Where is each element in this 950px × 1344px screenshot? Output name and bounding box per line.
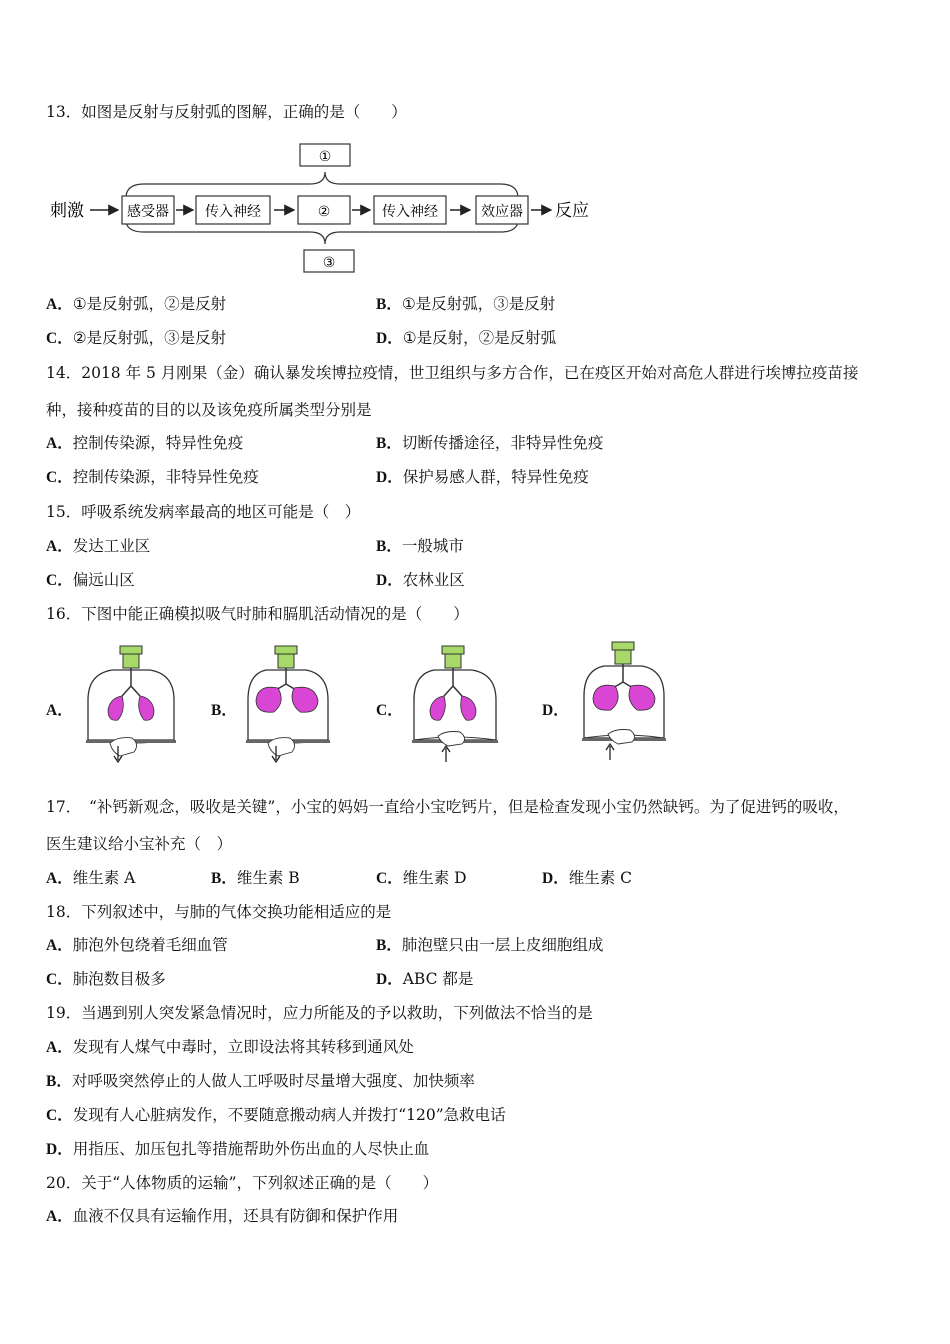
question-13-stem: 13．如图是反射与反射弧的图解，正确的是（ ） <box>46 103 407 121</box>
bell-jar-figure-a <box>84 640 180 768</box>
hand-icon <box>438 732 465 747</box>
left-lung-icon <box>430 696 445 720</box>
diagram-receptor-label: 感受器 <box>127 204 169 220</box>
q19-option-b[interactable]: B．对呼吸突然停止的人做人工呼吸时尽量增大强度、加快频率 <box>46 1072 475 1090</box>
diagram-afferent-label: 传入神经 <box>205 204 261 220</box>
left-lung-icon <box>256 687 281 712</box>
q17-option-c[interactable]: C．维生素 D <box>376 869 467 887</box>
diagram-top-label: ① <box>318 149 332 165</box>
bell-jar-figure-d <box>580 636 676 768</box>
q18-option-c[interactable]: C．肺泡数目极多 <box>46 970 166 988</box>
q14-option-c[interactable]: C．控制传染源，非特异性免疫 <box>46 468 259 486</box>
bell-jar-figure-c <box>412 640 508 768</box>
q18-option-b[interactable]: B．肺泡壁只由一层上皮细胞组成 <box>376 936 604 954</box>
q15-option-a[interactable]: A．发达工业区 <box>46 537 151 555</box>
q18-option-a[interactable]: A．肺泡外包绕着毛细血管 <box>46 936 228 954</box>
q14-option-a[interactable]: A．控制传染源，特异性免疫 <box>46 434 244 452</box>
q18-option-d[interactable]: D．ABC 都是 <box>376 970 474 988</box>
diagram-center-label: ② <box>317 204 331 220</box>
question-15-stem: 15．呼吸系统发病率最高的地区可能是（ ） <box>46 503 361 521</box>
q15-option-c[interactable]: C．偏远山区 <box>46 571 135 589</box>
diagram-top-brace <box>126 172 518 198</box>
q13-option-a[interactable]: A．①是反射弧，②是反射 <box>46 295 227 313</box>
hand-icon <box>268 738 295 756</box>
hand-icon <box>608 730 635 745</box>
diagram-stimulus: 刺激 <box>50 201 84 221</box>
q17-option-a[interactable]: A．维生素 A <box>46 869 136 887</box>
question-19-stem: 19．当遇到别人突发紧急情况时，应力所能及的予以救助，下列做法不恰当的是 <box>46 1004 593 1022</box>
right-lung-icon <box>292 687 318 712</box>
reflex-arc-diagram <box>48 140 608 280</box>
question-17-stem-line2: 医生建议给小宝补充（ ） <box>46 835 233 853</box>
hand-icon <box>110 738 137 756</box>
q17-option-d[interactable]: D．维生素 C <box>542 869 632 887</box>
question-14-stem-line1: 14．2018 年 5 月刚果（金）确认暴发埃博拉疫情，世卫组织与多方合作，已在疫区开始对高危人群进行埃博拉疫苗接 <box>46 364 859 382</box>
question-20-stem: 20．关于“人体物质的运输”，下列叙述正确的是（ ） <box>46 1174 439 1192</box>
question-14-stem-line2: 种，接种疫苗的目的以及该免疫所属类型分别是 <box>46 401 372 419</box>
q13-option-d[interactable]: D．①是反射，②是反射弧 <box>376 329 557 347</box>
q15-option-d[interactable]: D．农林业区 <box>376 571 465 589</box>
q16-option-c[interactable]: C． <box>376 702 403 719</box>
q19-option-d[interactable]: D．用指压、加压包扎等措施帮助外伤出血的人尽快止血 <box>46 1140 430 1158</box>
right-lung-icon <box>139 696 154 720</box>
left-lung-icon <box>108 696 123 720</box>
q20-option-a[interactable]: A．血液不仅具有运输作用，还具有防御和保护作用 <box>46 1207 399 1225</box>
left-lung-icon <box>593 685 618 710</box>
q14-option-d[interactable]: D．保护易感人群，特异性免疫 <box>376 468 589 486</box>
diagram-bottom-label: ③ <box>322 255 336 271</box>
q15-option-b[interactable]: B．一般城市 <box>376 537 464 555</box>
question-17-stem-line1: 17． “补钙新观念，吸收是关键”，小宝的妈妈一直给小宝吃钙片，但是检查发现小宝仍然缺钙。为了促进钙的吸收， <box>46 798 849 816</box>
q16-option-d[interactable]: D． <box>542 702 569 719</box>
right-lung-icon <box>629 685 655 710</box>
q16-option-a[interactable]: A． <box>46 702 73 719</box>
question-18-stem: 18．下列叙述中，与肺的气体交换功能相适应的是 <box>46 903 392 921</box>
q19-option-a[interactable]: A．发现有人煤气中毒时，立即设法将其转移到通风处 <box>46 1038 414 1056</box>
q13-option-b[interactable]: B．①是反射弧，③是反射 <box>376 295 556 313</box>
bell-jar-figure-b <box>246 640 342 768</box>
q13-option-c[interactable]: C．②是反射弧，③是反射 <box>46 329 227 347</box>
right-lung-icon <box>461 696 476 720</box>
question-16-stem: 16．下图中能正确模拟吸气时肺和膈肌活动情况的是（ ） <box>46 605 469 623</box>
diagram-efferent-label: 传入神经 <box>382 204 438 220</box>
q19-option-c[interactable]: C．发现有人心脏病发作，不要随意搬动病人并拨打“120”急救电话 <box>46 1106 506 1124</box>
diagram-effector-label: 效应器 <box>481 204 523 220</box>
q17-option-b[interactable]: B．维生素 B <box>211 869 300 887</box>
q14-option-b[interactable]: B．切断传播途径，非特异性免疫 <box>376 434 604 452</box>
diagram-response: 反应 <box>555 201 589 221</box>
q16-option-b[interactable]: B． <box>211 702 237 719</box>
